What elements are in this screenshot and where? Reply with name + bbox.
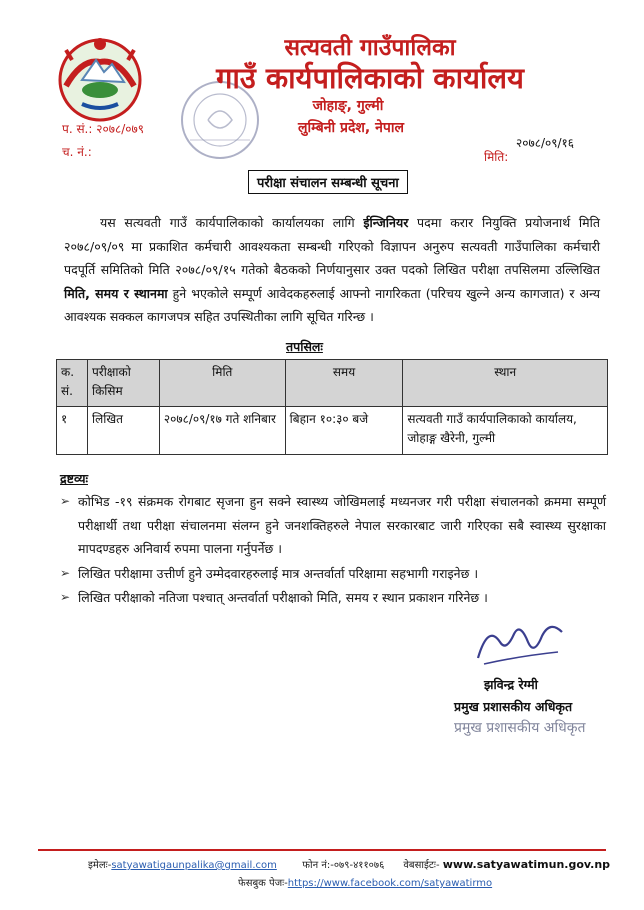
email-link[interactable]: satyawatigaunpalika@gmail.com	[111, 860, 277, 871]
signatory-name: झविन्द्र रेग्मी	[484, 677, 538, 692]
header-time: समय	[285, 360, 403, 407]
arrow-bullet-icon: ➢	[60, 566, 71, 580]
schedule-title: तपसिलः	[286, 339, 323, 354]
footer-facebook	[238, 875, 492, 889]
notice-title: परीक्षा संचालन सम्बन्धी सूचना	[248, 170, 408, 194]
cell-serial: १	[57, 407, 88, 455]
notes-title: द्रष्टव्यः	[60, 471, 88, 486]
email-label: इमेलः-	[88, 860, 112, 871]
dispatch-number	[62, 143, 92, 160]
cell-venue: सत्यवती गाउँ कार्यपालिकाको कार्यालय, जोहाङ्ग खैरेनी, गुल्मी	[403, 407, 608, 455]
signatory-designation: प्रमुख प्रशासकीय अधिकृत	[454, 699, 573, 714]
note-item-3	[60, 586, 606, 610]
ps-label: प. सं.:	[62, 122, 93, 136]
note-item-1	[60, 490, 606, 561]
paragraph-part-3: हुने भएकोले सम्पूर्ण आवेदकहरुलाई आफ्नो नागरिकता (परिचय खुल्ने अन्य कागजात) र अन्य आवश्यक सक्कल कागजपत्र सहित उपस्थितीका लागि सूचित गरिन्छ ।	[64, 285, 600, 324]
signature-icon	[470, 612, 570, 672]
cell-exam-type: लिखित	[87, 407, 159, 455]
letterhead-municipality: सत्यवती गाउँपालिका	[284, 35, 456, 61]
paragraph-bold-1: ईन्जिनियर	[363, 215, 409, 230]
phone-label: फोन नं:-	[302, 860, 334, 871]
date-label: मिति:	[484, 150, 509, 164]
note-item-2	[60, 562, 606, 586]
cn-label: च. नं.:	[62, 145, 92, 159]
date-value: २०७८/०९/१६	[516, 136, 575, 150]
schedule-table	[56, 359, 608, 455]
cell-date: २०७८/०९/१७ गते शनिबार	[159, 407, 285, 455]
header-date: मिति	[159, 360, 285, 407]
reference-number	[62, 120, 144, 137]
notice-paragraph	[64, 211, 600, 329]
arrow-bullet-icon: ➢	[60, 494, 71, 508]
paragraph-bold-2: मिति, समय र स्थानमा	[64, 285, 168, 301]
letterhead-address: जोहाङ्, गुल्मी	[312, 98, 384, 114]
header-venue: स्थान	[403, 360, 608, 407]
facebook-label: फेसबुक पेजः-	[238, 878, 288, 889]
paragraph-part-2: पदमा करार नियुक्ति प्रयोजनार्थ मिति २०७८/०९/०९ मा प्रकाशित कर्मचारी आवश्यकता सम्बन्धी गरिएको विज्ञापन अनुरुप सत्यवती गाउँपालिका कर्मचारी पदपूर्ति समितिको मिति २०७८/०९/१५ गतेको बैठकको निर्णयानुसार उक्त पदको लिखित परीक्षा तपसिलमा उल्लिखित	[64, 215, 600, 277]
note-text: लिखित परीक्षामा उत्तीर्ण हुने उम्मेदवारहरुलाई मात्र अन्तर्वार्ता परिक्षामा सहभागी गराइनेछ ।	[78, 566, 479, 581]
facebook-link[interactable]: https://www.facebook.com/satyawatirmo	[287, 878, 493, 889]
ps-value: २०७८/०७९	[96, 122, 144, 136]
footer-divider	[38, 849, 606, 851]
arrow-bullet-icon: ➢	[60, 590, 71, 604]
note-text: कोभिड -१९ संक्रमक रोगबाट सृजना हुन सक्ने स्वास्थ्य जोखिमलाई मध्यनजर गरी परीक्षा संचालनको क्रममा सम्पूर्ण परीक्षार्थी तथा परीक्षा संचालनमा संलग्न हुने जनशक्तिहरुले नेपाल सरकारबाट जारी गरिएका सबै स्वास्थ्य सुरक्षाका मापदण्डहरु अनिवार्य रुपमा पालना गर्नुपर्नेछ ।	[78, 494, 606, 556]
designation-stamp: प्रमुख प्रशासकीय अधिकृत	[454, 720, 586, 736]
nepal-emblem-icon	[52, 30, 148, 126]
paragraph-part-1: यस सत्यवती गाउँ कार्यपालिकाको कार्यालयका लागि	[100, 215, 364, 230]
table-header-row	[57, 360, 608, 407]
header-exam-type: परीक्षाको किसिम	[87, 360, 159, 407]
website-link[interactable]: www.satyawatimun.gov.np	[442, 858, 611, 871]
phone-value: ०७९-४११०७६	[333, 860, 385, 871]
cell-time: बिहान १०:३० बजे	[285, 407, 403, 455]
website-label: वेबसाईटः-	[403, 860, 440, 871]
table-row	[57, 407, 608, 455]
note-text: लिखित परीक्षाको नतिजा पश्चात् अन्तर्वार्ता परीक्षाको मिति, समय र स्थान प्रकाशन गरिनेछ ।	[78, 590, 488, 605]
header-serial: क. सं.	[57, 360, 88, 407]
letterhead-office: गाउँ कार्यपालिकाको कार्यालय	[216, 61, 524, 95]
letterhead-province: लुम्बिनी प्रदेश, नेपाल	[298, 120, 404, 136]
footer-contact	[88, 857, 611, 871]
